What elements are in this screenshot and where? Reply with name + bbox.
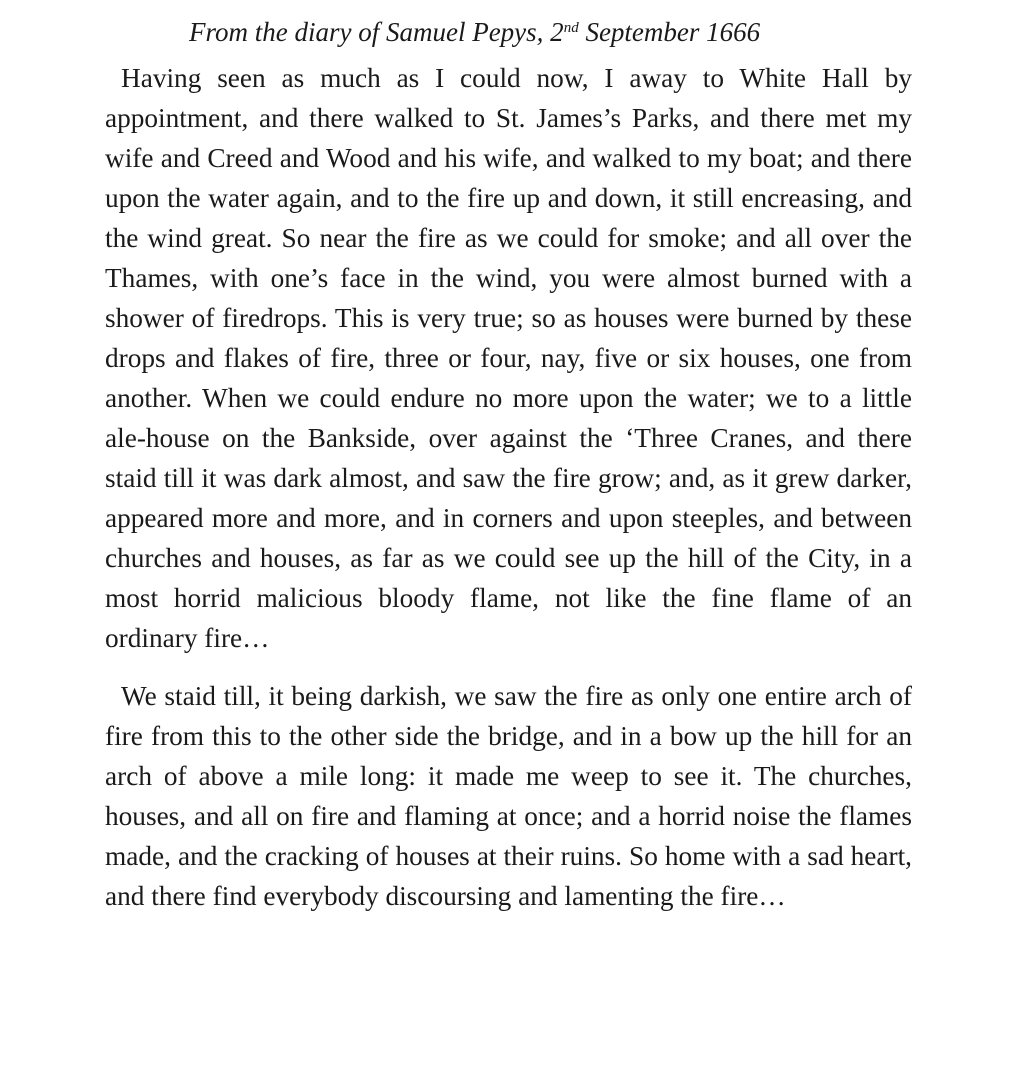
heading-date: September 1666 (578, 17, 761, 47)
diary-paragraph-2: We staid till, it being darkish, we saw the fire as only one entire arch of fire from this to the other side the bridge, and in a bow up the hill for an arch of above a mile long: it made me weep to see it. The churches, houses, and all on fire and flaming at once; and a horrid noise the flames made, and the cracking of houses at their ruins. So home with a sad heart, and there find everybody discoursing and lamenting the fire… (105, 681, 912, 911)
document-heading (105, 14, 912, 50)
heading-prefix: From the diary of Samuel Pepys, 2 (189, 17, 564, 47)
diary-paragraph-1: Having seen as much as I could now, I away to White Hall by appointment, and there walked to St. James’s Parks, and there met my wife and Creed and Wood and his wife, and walked to my boat; and there upon the water again, and to the fire up and down, it still encreasing, and the wind great. So near the fire as we could for smoke; and all over the Thames, with one’s face in the wind, you were almost burned with a shower of firedrops. This is very true; so as houses were burned by these drops and flakes of fire, three or four, nay, five or six houses, one from another. When we could endure no more upon the water; we to a little ale-house on the Bankside, over against the ‘Three Cranes, and there staid till it was dark almost, and saw the fire grow; and, as it grew darker, appeared more and more, and in corners and upon steeples, and between churches and houses, as far as we could see up the hill of the City, in a most horrid malicious bloody flame, not like the fine flame of an ordinary fire… (105, 63, 912, 653)
heading-ordinal-suffix: nd (563, 20, 579, 36)
